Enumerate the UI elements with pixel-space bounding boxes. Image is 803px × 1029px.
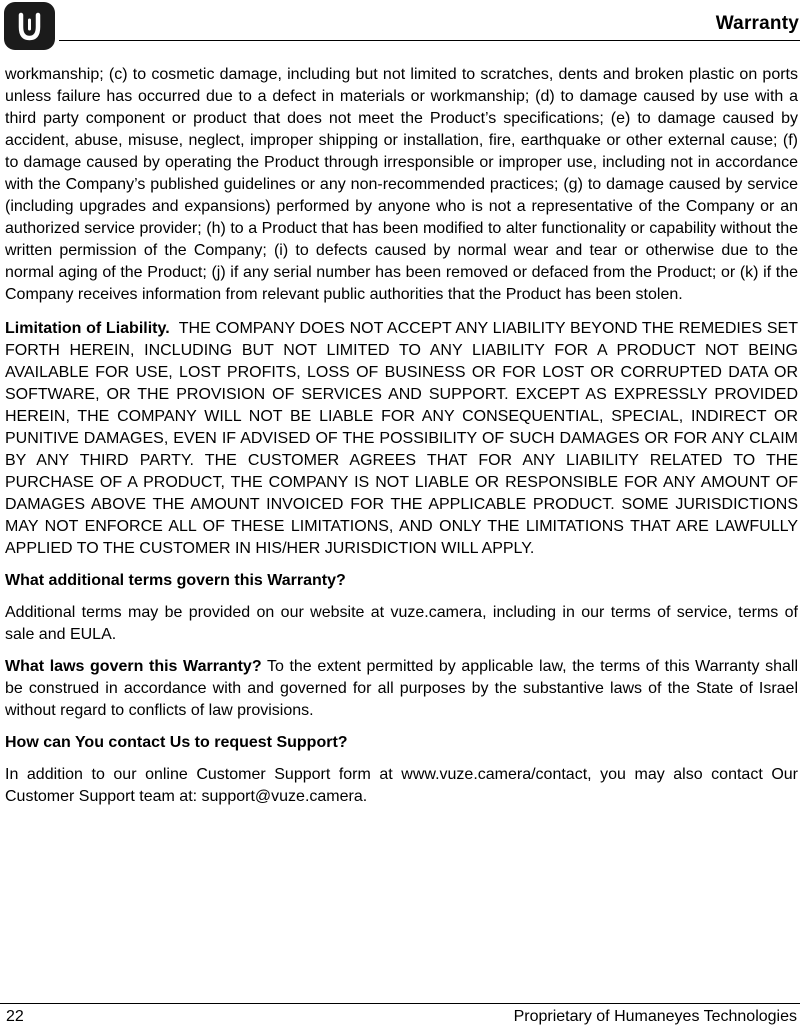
support-heading: How can You contact Us to request Support? xyxy=(5,734,348,751)
exclusions-paragraph: workmanship; (c) to cosmetic damage, including but not limited to scratches, dents and broken plastic on ports unless failure has occurred due to a defect in materials or workmanship; (d) to damage caused by use with a third party component or product that does not meet the Product’s specifications; (e) to damage caused by accident, abuse, misuse, neglect, improper shipping or installation, fire, earthquake or other external cause; (f) to damage caused by operating the Product through irresponsible or improper use, including not in accordance with the Company’s published guidelines or any non-recommended practices; (g) to damage caused by service (including upgrades and expansions) performed by anyone who is not a representative of the Company or an authorized service provider; (h) to a Product that has been modified to alter functionality or capability without the written permission of the Company; (i) to defects caused by normal wear and tear or otherwise due to the normal aging of the Product; (j) if any serial number has been removed or defaced from the Product; or (k) if the Company receives information from relevant public authorities that the Product has been stolen. xyxy=(5,66,798,303)
limitation-text: THE COMPANY DOES NOT ACCEPT ANY LIABILITY BEYOND THE REMEDIES SET FORTH HEREIN, INCLUDING BUT NOT LIMITED TO ANY LIABILITY FOR A PRODUCT NOT BEING AVAILABLE FOR USE, LOST PROFITS, LOSS OF BUSINESS OR FOR LOST OR CORRUPTED DATA OR SOFTWARE, OR THE PROVISION OF SERVICES AND SUPPORT. EXCEPT AS EXPRESSLY PROVIDED HEREIN, THE COMPANY WILL NOT BE LIABLE FOR ANY CONSEQUENTIAL, SPECIAL, INDIRECT OR PUNITIVE DAMAGES, EVEN IF ADVISED OF THE POSSIBILITY OF SUCH DAMAGES OR FOR ANY CLAIM BY ANY THIRD PARTY. THE CUSTOMER AGREES THAT FOR ANY LIABILITY RELATED TO THE PURCHASE OF A PRODUCT, THE COMPANY IS NOT LIABLE OR RESPONSIBLE FOR ANY AMOUNT OF DAMAGES ABOVE THE AMOUNT INVOICED FOR THE APPLICABLE PRODUCT. SOME JURISDICTIONS MAY NOT ENFORCE ALL OF THESE LIMITATIONS, AND ONLY THE LIMITATIONS THAT ARE LAWFULLY APPLIED TO THE CUSTOMER IN HIS/HER JURISDICTION WILL APPLY. xyxy=(5,320,798,557)
additional-terms-paragraph: Additional terms may be provided on our website at vuze.camera, including in our terms of service, terms of sale and EULA. xyxy=(5,604,798,643)
support-paragraph: In addition to our online Customer Support form at www.vuze.camera/contact, you may also contact Our Customer Support team at: support@vuze.camera. xyxy=(5,766,798,805)
document-body xyxy=(5,64,798,818)
vuze-logo-icon xyxy=(4,2,55,50)
vuze-logo-mark xyxy=(4,2,55,50)
laws-text: To the extent permitted by applicable law, the terms of this Warranty shall be construed in accordance with and governed for all purposes by the substantive laws of the State of Israel without regard to conflicts of law provisions. xyxy=(5,658,799,719)
limitation-paragraph xyxy=(5,318,798,560)
limitation-heading: Limitation of Liability. xyxy=(5,320,170,337)
laws-paragraph xyxy=(5,656,798,722)
page-number: 22 xyxy=(6,1008,24,1025)
laws-heading: What laws govern this Warranty? xyxy=(5,658,262,675)
additional-terms-heading: What additional terms govern this Warranty? xyxy=(5,572,346,589)
footer-divider xyxy=(0,1003,800,1004)
page-header-title: Warranty xyxy=(715,13,799,34)
footer-proprietary-text: Proprietary of Humaneyes Technologies xyxy=(513,1008,797,1025)
header-divider xyxy=(59,40,800,41)
